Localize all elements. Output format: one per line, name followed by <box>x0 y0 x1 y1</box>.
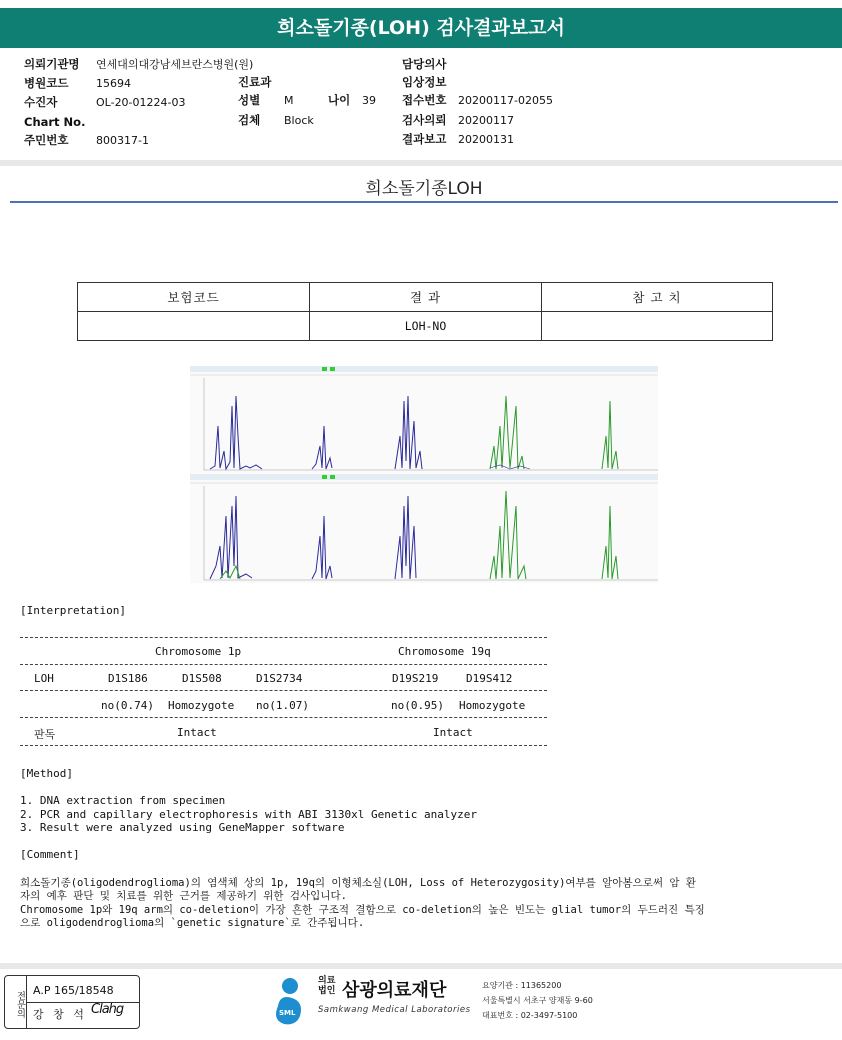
marker-d19s412: D19S412 <box>466 672 513 685</box>
info-receipt-no: 접수번호 20200117-02055 <box>402 93 553 107</box>
comment-line: Chromosome 1p와 19q arm의 co-deletion이 가장 흔한 구조적 결함으로 co-deletion의 높은 빈도는 glial tumor의 두드러진 특징 <box>20 904 705 916</box>
info-patient: 수진자 OL-20-01224-03 <box>24 95 186 109</box>
test-title: 희소돌기종LOH <box>365 179 483 199</box>
footer-divider <box>0 963 842 969</box>
pathologist-stamp <box>4 975 140 1029</box>
stamp-signature: Clahg <box>91 1002 124 1017</box>
value-d19s412: Homozygote <box>459 699 526 712</box>
info-clinical: 임상정보 <box>402 75 447 89</box>
marker-d1s2734: D1S2734 <box>256 672 303 685</box>
info-hospital-code: 병원코드 15694 <box>24 76 131 90</box>
lab-phone: 대표번호 : 02-3497-5100 <box>482 1011 578 1020</box>
value-d1s508: Homozygote <box>168 699 235 712</box>
sml-logo-icon <box>270 972 316 1028</box>
stamp-side-label: 전문의 <box>5 976 27 1028</box>
divider <box>20 690 547 691</box>
info-request-date: 검사의뢰 20200117 <box>402 113 514 127</box>
stamp-name: 강 창 석 <box>33 1008 87 1021</box>
info-specimen: 검체 Block <box>238 113 314 127</box>
result-table <box>77 282 773 341</box>
judge-label: 판독 <box>34 728 56 741</box>
info-chart-no: Chart No. <box>24 115 86 129</box>
logo-english: Samkwang Medical Laboratories <box>318 1005 471 1015</box>
result-table-header <box>78 283 773 312</box>
value-d1s2734: no(1.07) <box>256 699 309 712</box>
method-heading: [Method] <box>20 767 73 780</box>
table-row <box>78 312 773 341</box>
info-sex-age: 성별 M 나이 39 <box>238 93 376 107</box>
lab-address: 서울특별시 서초구 양재동 9-60 <box>482 996 593 1005</box>
info-report-date: 결과보고 20200131 <box>402 132 514 146</box>
value-d19s219: no(0.95) <box>391 699 444 712</box>
electropherogram-image <box>190 366 658 583</box>
loh-label: LOH <box>34 672 54 685</box>
org-code: 요양기관 : 11365200 <box>482 981 562 990</box>
comment-line: 희소돌기종(oligodendroglioma)의 염색체 상의 1p, 19q의 이형체소실(LOH, Loss of Heterozygosity)여부를 알아봄으로써 암 환 <box>20 877 696 889</box>
report-title: 희소돌기종(LOH) 검사결과보고서 <box>0 8 842 48</box>
marker-d19s219: D19S219 <box>392 672 439 685</box>
comment-line: 으로 oligodendroglioma의 `genetic signature`로 간주됩니다. <box>20 917 365 929</box>
divider <box>20 637 547 638</box>
col-insurance-code: 보험코드 <box>78 283 310 312</box>
lab-contact-info <box>482 978 593 1023</box>
divider <box>20 664 547 665</box>
info-resident-no: 주민번호 800317-1 <box>24 133 149 147</box>
chrom-19q-header: Chromosome 19q <box>398 645 491 658</box>
logo-badge: SML <box>279 1009 296 1017</box>
lab-logo <box>270 972 600 1032</box>
info-hospital: 의뢰기관명 연세대의대강남세브란스병원(원) <box>24 57 254 71</box>
col-result: 결 과 <box>310 283 542 312</box>
method-item: 1. DNA extraction from specimen <box>20 794 226 807</box>
comment-heading: [Comment] <box>20 848 80 861</box>
judge-19q: Intact <box>433 726 473 739</box>
info-right <box>402 56 553 148</box>
method-item: 3. Result were analyzed using GeneMapper software <box>20 821 345 834</box>
title-underline <box>10 201 838 203</box>
col-reference: 참 고 치 <box>542 283 773 312</box>
info-dept: 진료과 <box>238 75 272 89</box>
cell-result: LOH-NO <box>310 312 542 341</box>
chrom-1p-header: Chromosome 1p <box>155 645 242 658</box>
cell-reference <box>542 312 773 341</box>
info-doctor: 담당의사 <box>402 57 447 71</box>
stamp-license: A.P 165/18548 <box>33 984 114 997</box>
logo-prefix: 의료법인 <box>318 976 336 996</box>
comment-line: 자의 예후 판단 및 치료를 위한 근거를 제공하기 위한 검사입니다. <box>20 890 347 902</box>
logo-name: 삼광의료재단 <box>342 980 447 1001</box>
cell-insurance-code <box>78 312 310 341</box>
info-left <box>24 56 253 149</box>
header-divider <box>0 160 842 166</box>
marker-d1s508: D1S508 <box>182 672 222 685</box>
info-mid <box>238 74 376 129</box>
value-d1s186: no(0.74) <box>101 699 154 712</box>
divider <box>20 745 547 746</box>
marker-d1s186: D1S186 <box>108 672 148 685</box>
interpretation-heading: [Interpretation] <box>20 604 126 617</box>
judge-1p: Intact <box>177 726 217 739</box>
divider <box>20 717 547 718</box>
method-item: 2. PCR and capillary electrophoresis with ABI 3130xl Genetic analyzer <box>20 808 477 821</box>
